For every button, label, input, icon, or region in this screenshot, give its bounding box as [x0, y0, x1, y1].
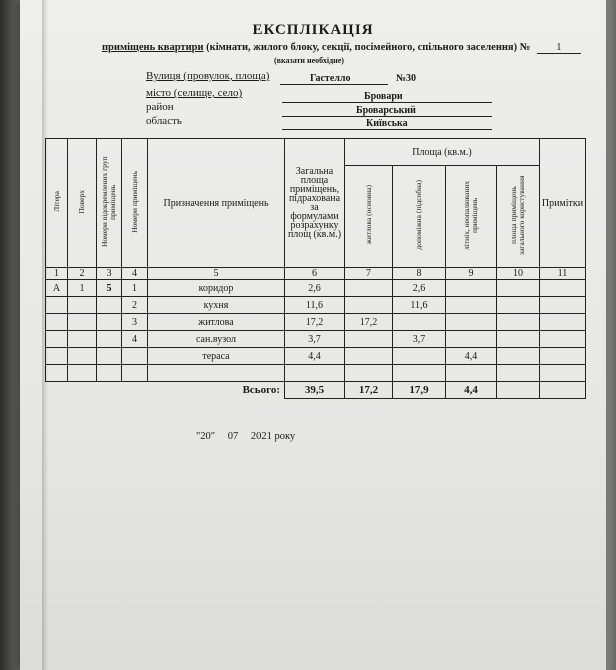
cell-total: 3,7: [285, 331, 345, 348]
header-litera: Літера: [46, 139, 68, 268]
cell-common: [497, 365, 540, 382]
cell-summer: [446, 314, 497, 331]
cell-floor: [68, 348, 97, 365]
date-day: "20": [196, 431, 216, 442]
document-title: ЕКСПЛІКАЦІЯ: [252, 22, 374, 38]
table-row: [46, 280, 586, 297]
cell-total: 17,2: [285, 314, 345, 331]
col-num: 11: [540, 268, 586, 280]
document-date: [196, 431, 305, 442]
cell-litera: [46, 365, 68, 382]
street-value: Гастелло: [310, 73, 351, 84]
cell-room: [122, 365, 148, 382]
totals-living: 17,2: [345, 382, 393, 399]
header-aux: допоміжна (підсобна): [393, 166, 446, 268]
cell-room: 3: [122, 314, 148, 331]
cell-group: [97, 365, 122, 382]
cell-aux: [393, 348, 446, 365]
document-subtitle: [102, 42, 581, 54]
house-number: №30: [396, 73, 417, 84]
city-line: [282, 102, 492, 103]
col-num: 3: [97, 268, 122, 280]
street-line: [280, 84, 388, 85]
cell-common: [497, 331, 540, 348]
header-summer: літніх, неопалюваних приміщень: [446, 166, 497, 268]
table-row: [46, 297, 586, 314]
cell-floor: [68, 314, 97, 331]
header-notes: Примітки: [540, 139, 586, 268]
region-value: Київська: [366, 118, 408, 129]
header-total-area: Загальна площа приміщень, підрахована за формулами розрахунку площ (кв.м.): [285, 139, 345, 268]
col-num: 7: [345, 268, 393, 280]
totals-label: Всього:: [242, 384, 280, 397]
street-label: Вулиця (провулок, площа): [146, 70, 270, 82]
city-value: Бровари: [364, 91, 403, 102]
cell-note: [540, 348, 586, 365]
cell-room: 1: [122, 280, 148, 297]
city-label: місто (селище, село): [146, 87, 243, 99]
subtitle-underlined: приміщень квартири: [102, 42, 204, 53]
cell-group: [97, 348, 122, 365]
cell-common: [497, 348, 540, 365]
cell-note: [540, 365, 586, 382]
cell-summer: [446, 297, 497, 314]
date-year: 2021 року: [250, 431, 296, 442]
totals-aux: 17,9: [393, 382, 446, 399]
district-value: Броварський: [356, 105, 416, 116]
cell-note: [540, 280, 586, 297]
col-num: 1: [46, 268, 68, 280]
col-num: 5: [148, 268, 285, 280]
totals-summer: 4,4: [446, 382, 497, 399]
cell-group: [97, 331, 122, 348]
col-num: 6: [285, 268, 345, 280]
cell-note: [540, 314, 586, 331]
column-numbers-row: [46, 268, 586, 280]
cell-room: 4: [122, 331, 148, 348]
header-room-no: Номери приміщень: [122, 139, 148, 268]
col-num: 10: [497, 268, 540, 280]
apartment-number: 1: [537, 42, 581, 54]
header-purpose: Призначення приміщень: [148, 139, 285, 268]
cell-floor: [68, 297, 97, 314]
background-left: [0, 0, 22, 670]
col-num: 4: [122, 268, 148, 280]
cell-note: [540, 331, 586, 348]
header-common: площа приміщень загального користування: [497, 166, 540, 268]
cell-living: [345, 297, 393, 314]
cell-total: [285, 365, 345, 382]
cell-aux: 11,6: [393, 297, 446, 314]
totals-total: 39,5: [285, 382, 345, 399]
table-row: [46, 348, 586, 365]
cell-purpose: [148, 365, 285, 382]
region-line: [282, 129, 492, 130]
col-num: 8: [393, 268, 446, 280]
cell-common: [497, 280, 540, 297]
cell-common: [497, 314, 540, 331]
header-area-group: Площа (кв.м.): [345, 139, 540, 166]
subtitle-hint: (вказати необхідне): [274, 56, 344, 65]
header-group-no: Номери відокремлених груп приміщень: [97, 139, 122, 268]
cell-group: [97, 314, 122, 331]
cell-summer: [446, 280, 497, 297]
totals-row: [46, 382, 586, 399]
cell-common: [497, 297, 540, 314]
cell-purpose: сан.вузол: [148, 331, 285, 348]
totals-note: [540, 382, 586, 399]
explication-table: [45, 138, 586, 399]
cell-floor: [68, 365, 97, 382]
district-line: [282, 116, 492, 117]
table-row: [46, 314, 586, 331]
cell-litera: [46, 297, 68, 314]
cell-total: 11,6: [285, 297, 345, 314]
cell-purpose: кухня: [148, 297, 285, 314]
cell-note: [540, 297, 586, 314]
cell-room: 2: [122, 297, 148, 314]
cell-group: 5: [97, 280, 122, 297]
cell-aux: 2,6: [393, 280, 446, 297]
cell-aux: [393, 314, 446, 331]
cell-living: [345, 365, 393, 382]
subtitle-rest: (кімнати, жилого блоку, секції, посімейного, спільного заселення) №: [206, 42, 531, 53]
cell-purpose: тераса: [148, 348, 285, 365]
header-floor: Поверх: [68, 139, 97, 268]
cell-aux: [393, 365, 446, 382]
cell-summer: [446, 365, 497, 382]
cell-living: [345, 331, 393, 348]
cell-floor: 1: [68, 280, 97, 297]
cell-total: 2,6: [285, 280, 345, 297]
cell-purpose: коридор: [148, 280, 285, 297]
cell-litera: А: [46, 280, 68, 297]
table-row: [46, 365, 586, 382]
cell-summer: 4,4: [446, 348, 497, 365]
region-label: область: [146, 115, 182, 127]
cell-summer: [446, 331, 497, 348]
cell-living: 17,2: [345, 314, 393, 331]
cell-group: [97, 297, 122, 314]
cell-litera: [46, 348, 68, 365]
header-row-1: [46, 139, 586, 166]
cell-purpose: житлова: [148, 314, 285, 331]
totals-common: [497, 382, 540, 399]
document-page: [20, 0, 606, 670]
col-num: 2: [68, 268, 97, 280]
cell-floor: [68, 331, 97, 348]
cell-room: [122, 348, 148, 365]
cell-living: [345, 280, 393, 297]
cell-litera: [46, 314, 68, 331]
cell-living: [345, 348, 393, 365]
date-month: 07: [227, 431, 239, 442]
cell-aux: 3,7: [393, 331, 446, 348]
table-row: [46, 331, 586, 348]
col-num: 9: [446, 268, 497, 280]
district-label: район: [146, 101, 174, 113]
cell-total: 4,4: [285, 348, 345, 365]
cell-litera: [46, 331, 68, 348]
header-living: житлова (основна): [345, 166, 393, 268]
